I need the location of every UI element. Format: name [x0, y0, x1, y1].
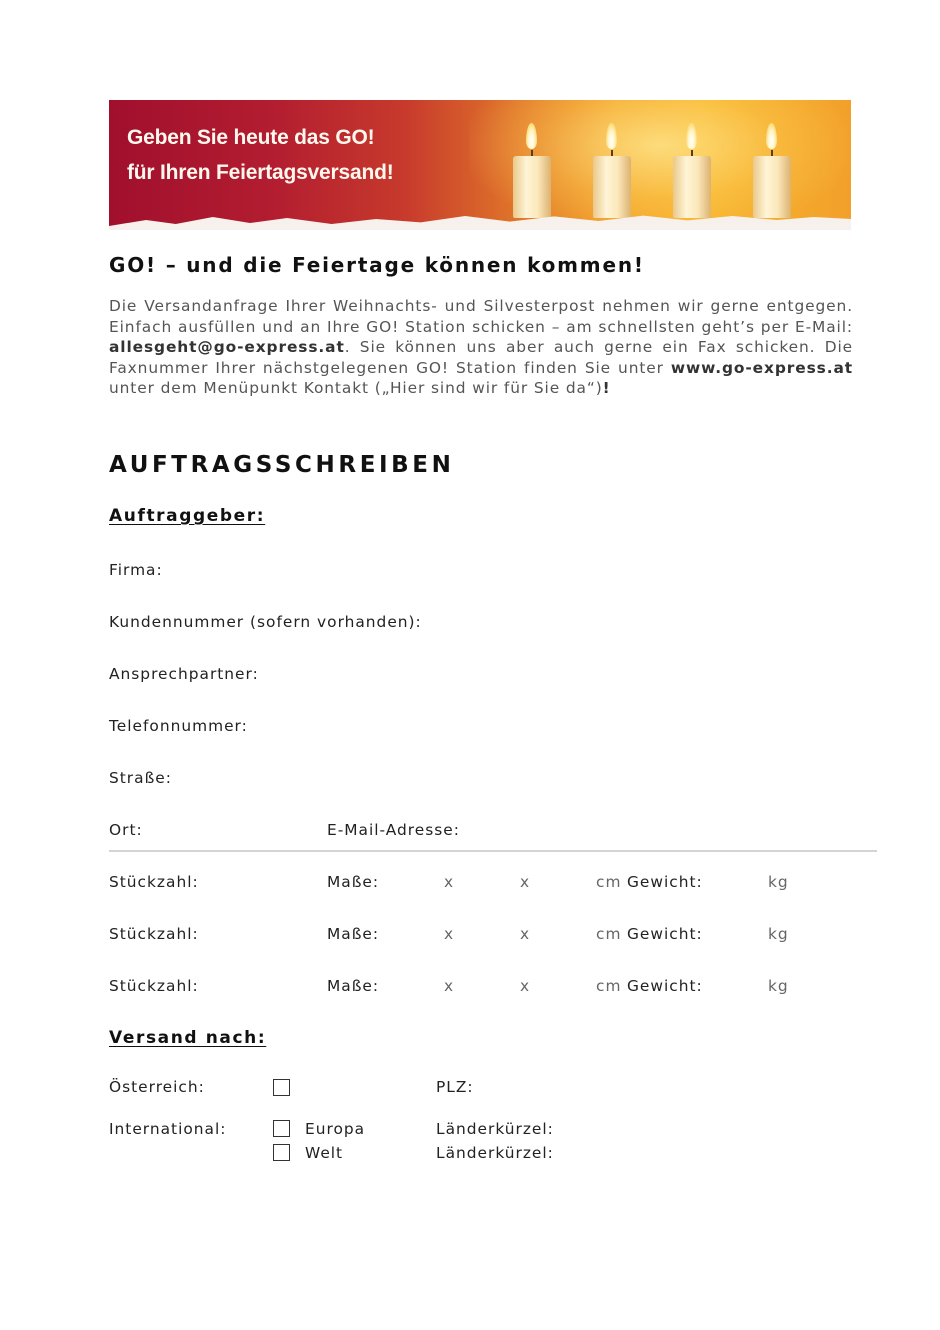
kundennummer-label: Kundennummer (sofern vorhanden): — [109, 613, 422, 631]
shipping-heading: Versand nach: — [109, 1028, 267, 1048]
kg-unit: kg — [768, 925, 789, 943]
cm-unit: cm — [596, 925, 622, 943]
stueckzahl-label: Stückzahl: — [109, 925, 199, 943]
plz-label: PLZ: — [436, 1078, 474, 1096]
dimension-separator: x — [520, 977, 531, 995]
holiday-banner — [109, 100, 851, 230]
dimension-separator: x — [444, 873, 455, 891]
intro-line-4-text: Faxnummer Ihrer nächstgelegenen GO! Station finden Sie unter — [109, 358, 664, 377]
ort-label: Ort: — [109, 821, 143, 839]
cm-unit: cm — [596, 873, 622, 891]
intro-line-4 — [109, 358, 853, 379]
email-link[interactable]: allesgeht@go-express.at — [109, 338, 345, 357]
country-code-label-europe: Länderkürzel: — [436, 1120, 554, 1138]
masse-label: Maße: — [327, 925, 380, 943]
dimension-separator: x — [520, 873, 531, 891]
firma-label: Firma: — [109, 561, 163, 579]
stueckzahl-label: Stückzahl: — [109, 977, 199, 995]
telefon-label: Telefonnummer: — [109, 717, 248, 735]
europe-checkbox[interactable] — [273, 1120, 290, 1137]
intro-line-2: Einfach ausfüllen und an Ihre GO! Station schicken – am schnellsten geht’s per E-Mail: — [109, 317, 853, 336]
gewicht-label: Gewicht: — [627, 925, 703, 943]
kg-unit: kg — [768, 873, 789, 891]
page-headline: GO! – und die Feiertage können kommen! — [109, 253, 645, 277]
intro-paragraph — [109, 296, 853, 399]
world-label: Welt — [305, 1144, 344, 1162]
cm-unit: cm — [596, 977, 622, 995]
intro-line-3 — [109, 337, 853, 358]
masse-label: Maße: — [327, 873, 380, 891]
intro-line-5-end: ! — [602, 379, 611, 398]
intro-line-1: Die Versandanfrage Ihrer Weihnachts- und Silvesterpost nehmen wir gerne entgegen. — [109, 297, 853, 315]
dimension-separator: x — [444, 977, 455, 995]
banner-line-2: für Ihren Feiertagsversand! — [127, 161, 394, 184]
candle-2-image — [593, 156, 631, 218]
strasse-label: Straße: — [109, 769, 172, 787]
gewicht-label: Gewicht: — [627, 873, 703, 891]
form-title: AUFTRAGSSCHREIBEN — [109, 452, 455, 478]
website-link[interactable]: www.go-express.at — [670, 358, 854, 377]
candle-3-image — [673, 156, 711, 218]
intro-line-5-text: unter dem Menüpunkt Kontakt („Hier sind wir für Sie da“) — [109, 379, 603, 398]
candle-4-image — [753, 156, 791, 218]
stueckzahl-label: Stückzahl: — [109, 873, 199, 891]
divider — [109, 850, 877, 852]
client-heading: Auftraggeber: — [109, 506, 266, 526]
dimension-separator: x — [520, 925, 531, 943]
world-checkbox[interactable] — [273, 1144, 290, 1161]
international-label: International: — [109, 1120, 227, 1138]
masse-label: Maße: — [327, 977, 380, 995]
intro-line-3-rest: . Sie können uns aber auch gerne ein Fax schicken. Die — [344, 338, 853, 357]
banner-line-1: Geben Sie heute das GO! — [127, 126, 375, 149]
gewicht-label: Gewicht: — [627, 977, 703, 995]
europe-label: Europa — [305, 1120, 366, 1138]
email-label: E-Mail-Adresse: — [327, 821, 460, 839]
austria-label: Österreich: — [109, 1078, 205, 1096]
dimension-separator: x — [444, 925, 455, 943]
ansprechpartner-label: Ansprechpartner: — [109, 665, 259, 683]
country-code-label-world: Länderkürzel: — [436, 1144, 554, 1162]
intro-line-5 — [109, 378, 853, 399]
candle-1-image — [513, 156, 551, 218]
kg-unit: kg — [768, 977, 789, 995]
austria-checkbox[interactable] — [273, 1079, 290, 1096]
